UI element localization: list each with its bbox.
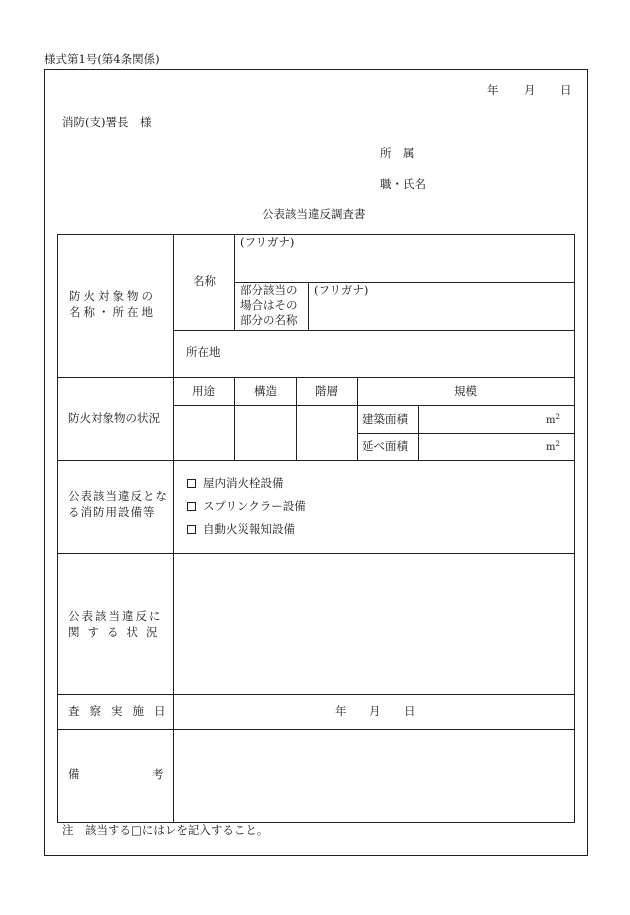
- building-label-line1: 防火対象物の: [69, 289, 156, 303]
- inspection-year: 年: [335, 704, 347, 718]
- date-day: 日: [560, 83, 572, 97]
- option-sprinkler[interactable]: スプリンクラー設備: [187, 501, 306, 513]
- partial-furigana-label: (フリガナ): [314, 283, 369, 297]
- scale-header: 規模: [454, 384, 477, 398]
- status-label: 防火対象物の状況: [68, 411, 160, 425]
- document-title: 公表該当違反調査書: [262, 207, 366, 221]
- use-header: 用途: [192, 384, 215, 398]
- inspection-month: 月: [369, 704, 381, 718]
- form-frame: [44, 69, 588, 856]
- footnote: 注 該当する□にはレを記入すること。: [62, 823, 269, 837]
- partial-label-line1: 部分該当の: [240, 283, 298, 297]
- name-furigana-label: (フリガナ): [240, 235, 295, 249]
- building-label-line2: 名称・所在地: [69, 305, 156, 319]
- building-area-unit: $m^2$: [546, 413, 560, 426]
- form-number: 様式第1号(第4条関係): [44, 52, 160, 66]
- checkbox-icon[interactable]: [187, 502, 196, 511]
- equipment-label-line1: 公表該当違反とな: [68, 489, 168, 503]
- partial-label-line3: 部分の名称: [240, 313, 298, 327]
- floors-header: 階層: [315, 384, 338, 398]
- position-name-label: 職・氏名: [380, 177, 426, 191]
- checkbox-icon[interactable]: [187, 479, 196, 488]
- structure-header: 構造: [254, 384, 277, 398]
- option-indoor-hydrant[interactable]: 屋内消火栓設備: [187, 478, 284, 490]
- date-month: 月: [524, 83, 536, 97]
- floor-area-label: 延べ面積: [362, 439, 408, 453]
- violation-label-line2: 関する状況: [68, 625, 166, 639]
- name-label: 名称: [193, 274, 216, 288]
- floor-area-unit: $m^2$: [546, 440, 560, 453]
- address-label: 所在地: [186, 345, 221, 359]
- equipment-label-line2: る消防用設備等: [68, 505, 156, 519]
- affiliation-label: 所 属: [380, 146, 415, 160]
- partial-label-line2: 場合はその: [240, 298, 298, 312]
- inspection-label: 査察実施日: [68, 704, 176, 718]
- date-year: 年: [487, 83, 499, 97]
- remarks-label-left: 備: [68, 767, 80, 781]
- addressee: 消防(支)署長 様: [62, 115, 152, 129]
- checkbox-icon[interactable]: [187, 525, 196, 534]
- inspection-day: 日: [404, 704, 416, 718]
- violation-label-line1: 公表該当違反に: [68, 609, 163, 623]
- remarks-label-right: 考: [152, 767, 164, 781]
- option-fire-alarm[interactable]: 自動火災報知設備: [187, 524, 295, 536]
- building-area-label: 建築面積: [362, 412, 408, 426]
